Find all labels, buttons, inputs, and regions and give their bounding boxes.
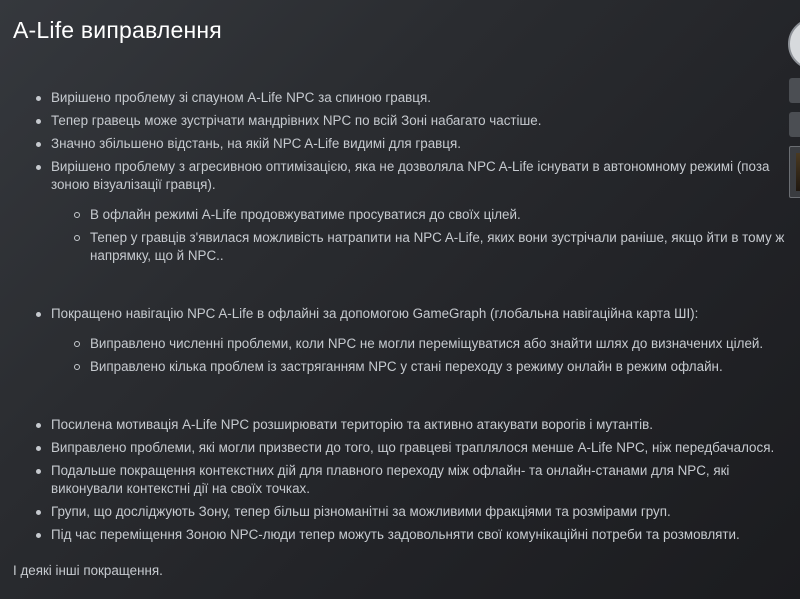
list-item-text: Вирішено проблему з агресивною оптимізацією, яка не дозволяла NPC A-Life існувати в автономному режимі (поза зоною візуалізації гравця).	[51, 159, 770, 192]
thumbnail-image	[796, 153, 800, 191]
edge-button-1[interactable]	[789, 78, 800, 103]
list-item: Посилена мотивація A-Life NPC розширювати територію та активно атакувати ворогів і мутантів.	[13, 416, 793, 434]
sub-list-item: В офлайн режимі A-Life продовжуватиме просуватися до своїх цілей.	[13, 206, 793, 224]
list-item: Вирішено проблему зі спауном A-Life NPC за спиною гравця.	[13, 89, 793, 107]
patch-notes-content	[13, 12, 793, 549]
list-item: Значно збільшено відстань, на якій NPC A-Life видимі для гравця.	[13, 135, 793, 153]
sub-list-item: Тепер у гравців з'явилася можливість натрапити на NPC A-Life, яких вони зустрічали раніше, якщо йти в тому ж напрямку, що й NPC..	[13, 229, 793, 265]
section-title: A-Life виправлення	[13, 17, 222, 43]
list-item	[13, 305, 793, 376]
list-item: Тепер гравець може зустрічати мандрівних NPC по всій Зоні набагато частіше.	[13, 112, 793, 130]
list-item	[13, 158, 793, 265]
list-item: Виправлено проблеми, які могли призвести до того, що гравцеві траплялося менше A-Life NPC, ніж передбачалося.	[13, 439, 793, 457]
sub-list-group-2	[13, 335, 793, 376]
list-item: Під час переміщення Зоною NPC-люди тепер можуть задовольняти свої комунікаційні потреби та розмовляти.	[13, 526, 793, 544]
bullet-list-group-1	[13, 89, 793, 544]
sub-list-group-1	[13, 206, 793, 265]
edge-thumbnail[interactable]	[789, 146, 800, 198]
list-item-text: Покращено навігацію NPC A-Life в офлайні за допомогою GameGraph (глобальна навігаційна карта ШІ):	[51, 306, 699, 321]
edge-button-2[interactable]	[789, 112, 800, 137]
footer-note: І деякі інші покращення.	[13, 563, 163, 578]
sub-list-item: Виправлено численні проблеми, коли NPC не могли переміщуватися або знайти шлях до визначених цілей.	[13, 335, 793, 353]
list-item: Подальше покращення контекстних дій для плавного переходу між офлайн- та онлайн-станами для NPC, які виконували контекстні дії на своїх точках.	[13, 462, 793, 498]
list-item: Групи, що досліджують Зону, тепер більш різноманітні за можливими фракціями та розмірами груп.	[13, 503, 793, 521]
sub-list-item: Виправлено кілька проблем із застряганням NPC у стані переходу з режиму онлайн в режим офлайн.	[13, 358, 793, 376]
